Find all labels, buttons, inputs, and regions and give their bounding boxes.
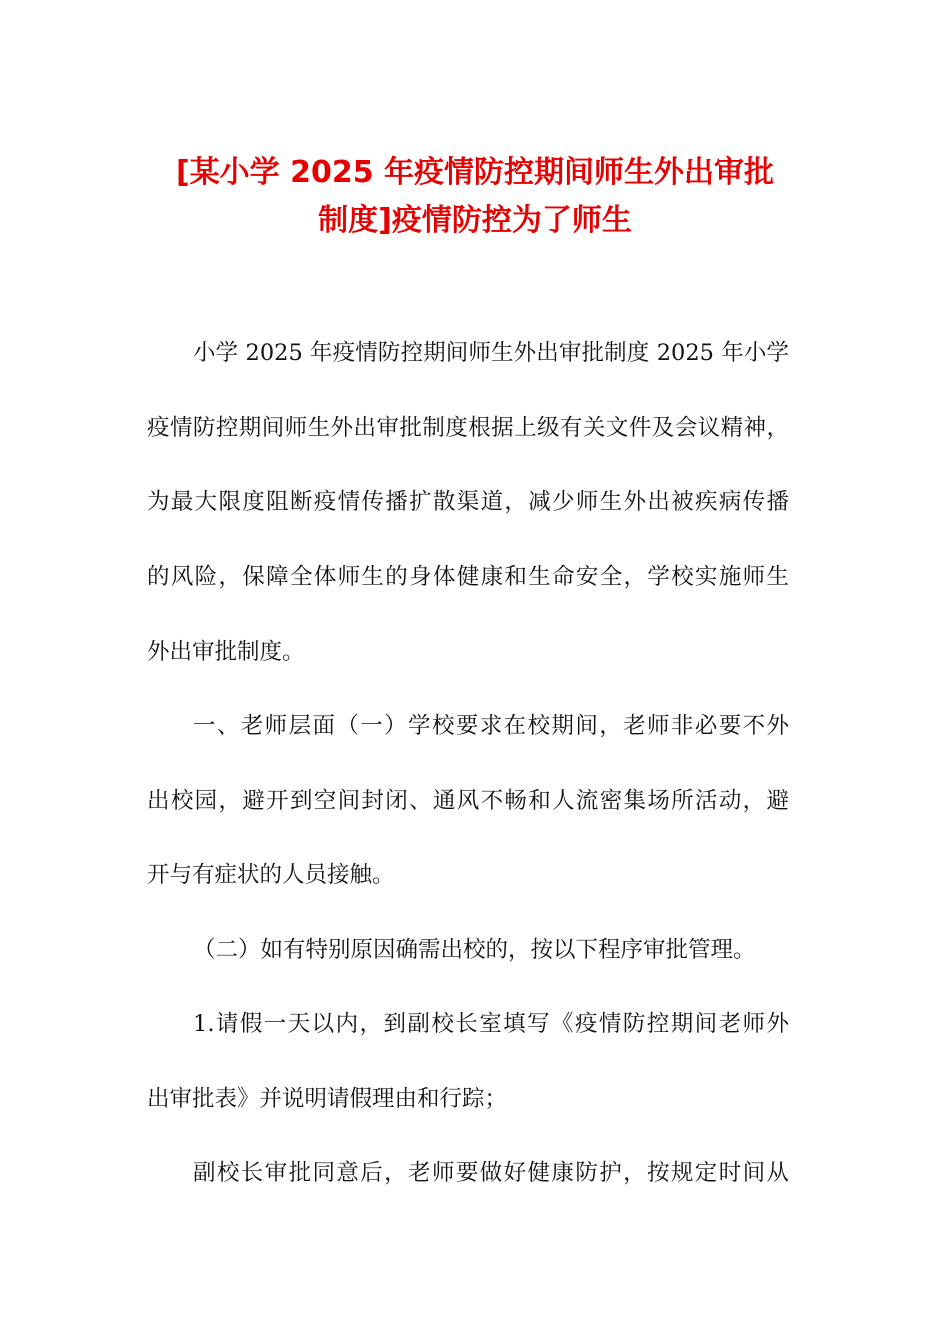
document-title-line-2: 制度]疫情防控为了师生 — [318, 203, 632, 238]
paragraph-line: 的风险，保障全体师生的身体健康和生命安全，学校实施师生 — [147, 564, 789, 590]
paragraph-line: 一、老师层面（一）学校要求在校期间，老师非必要不外 — [193, 713, 789, 739]
paragraph-line: 1.请假一天以内，到副校长室填写《疫情防控期间老师外 — [193, 1011, 789, 1037]
paragraph-line: 外出审批制度。 — [147, 639, 305, 665]
document-title-line-1: [某小学 2025 年疫情防控期间师生外出审批 — [175, 155, 775, 190]
paragraph-line: 出校园，避开到空间封闭、通风不畅和人流密集场所活动，避 — [147, 788, 789, 814]
paragraph-line: 疫情防控期间师生外出审批制度根据上级有关文件及会议精神， — [147, 415, 789, 441]
paragraph-line: 副校长审批同意后，老师要做好健康防护，按规定时间从 — [193, 1160, 789, 1186]
paragraph-line: 开与有症状的人员接触。 — [147, 862, 395, 888]
paragraph-line: 出审批表》并说明请假理由和行踪； — [147, 1086, 508, 1112]
paragraph-line: （二）如有特别原因确需出校的，按以下程序审批管理。 — [193, 937, 756, 963]
paragraph-line: 为最大限度阻断疫情传播扩散渠道，减少师生外出被疾病传播 — [147, 489, 789, 515]
paragraph-line: 小学 2025 年疫情防控期间师生外出审批制度 2025 年小学 — [193, 340, 789, 366]
